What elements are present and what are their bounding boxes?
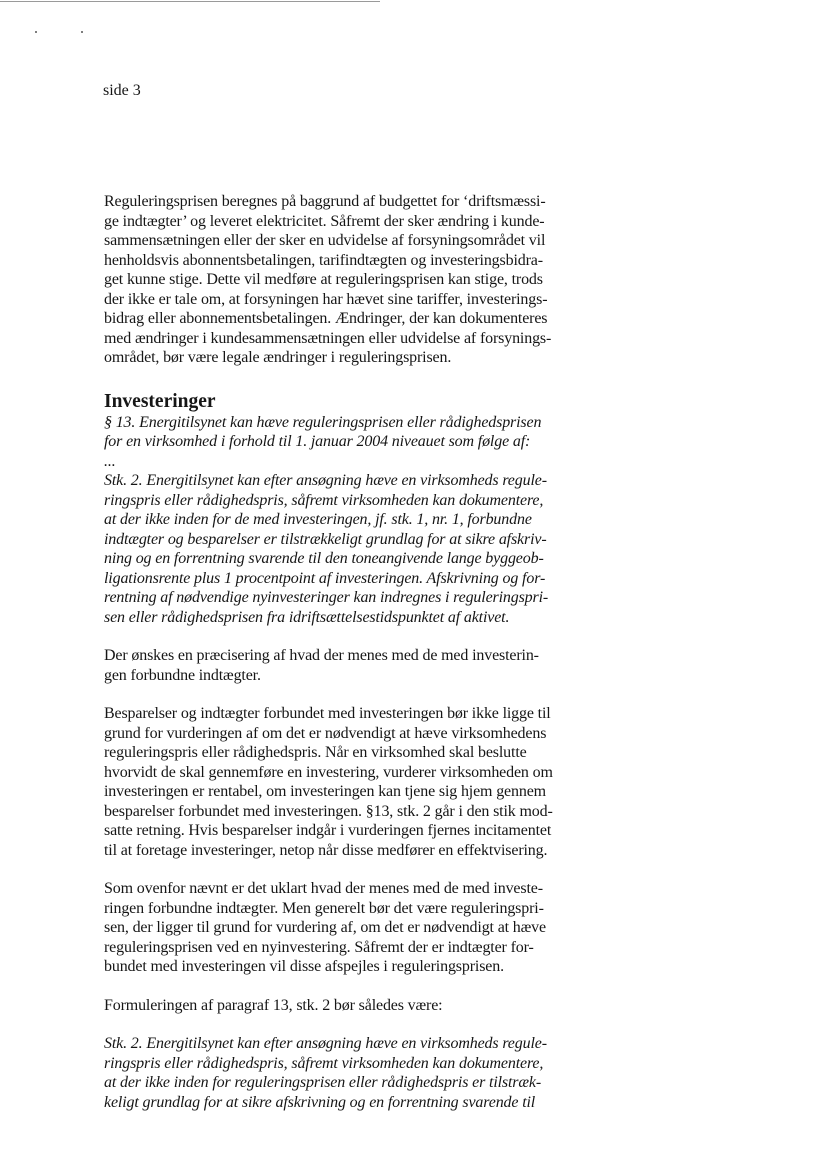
document-body	[104, 192, 582, 1112]
quote-ellipsis: ...	[104, 452, 116, 470]
paragraph-uklart: Som ovenfor nævnt er det uklart hvad der menes med de med investe- ringen forbundne indtægter. Men generelt bør det være reguleringspri- sen, der ligger til grund for vurdering af, om det er nødvendigt at hæve reguleringsprisen ved en nyinvestering. Såfremt der er indtægter for- bundet med investeringen vil disse afspejles i reguleringsprisen.	[104, 880, 546, 975]
scan-top-edge-line	[0, 1, 380, 2]
heading-investeringer: Investeringer	[104, 390, 216, 412]
quote-stk-2: Stk. 2. Energitilsynet kan efter ansøgning hæve en virksomheds regule- ringspris eller rådighedspris, såfremt virksomheden kan dokumentere, at der ikke inden for de med investeringen, jf. stk. 1, nr. 1, forbundne indtægter og besparelser er tilstrækkeligt grundlag for at sikre afskriv- ning og en forrentning svarende til den toneangivende lange byggeob- ligationsrente plus 1 procentpoint af investeringen. Afskrivning og for- rentning af nødvendige nyinvesteringer kan indregnes i reguleringspri- sen eller rådighedsprisen fra idriftsættelsestidspunktet af aktivet.	[104, 472, 549, 626]
page-number: side 3	[103, 82, 141, 99]
quote-stk-2-proposed: Stk. 2. Energitilsynet kan efter ansøgning hæve en virksomheds regule- ringspris eller rådighedspris, såfremt virksomheden kan dokumentere, at der ikke inden for reguleringsprisen eller rådighedspris er tilstræk- keligt grundlag for at sikre afskrivning og en forrentning svarende til	[104, 1035, 547, 1111]
scan-speck	[35, 31, 37, 33]
scan-speck	[81, 31, 83, 33]
paragraph-precisering: Der ønskes en præcisering af hvad der menes med de med investerin- gen forbundne indtægter.	[104, 647, 539, 684]
paragraph-reguleringspris: Reguleringsprisen beregnes på baggrund af budgettet for ‘driftsmæssi- ge indtægter’ og leveret elektricitet. Såfremt der sker ændring i kunde- sammensætningen eller der sker en udvidelse af forsyningsområdet vil henholdsvis abonnentsbetalingen, tarifindtægten og investeringsbidra- get kunne stige. Dette vil medføre at reguleringsprisen kan stige, trods der ikke er tale om, at forsyningen har hævet sine tariffer, investerings- bidrag eller abonnementsbetalingen. Ændringer, der kan dokumenteres med ændringer i kundesammensætningen eller udvidelse af forsynings- området, bør være legale ændringer i reguleringsprisen.	[104, 193, 552, 366]
paragraph-besparelser: Besparelser og indtægter forbundet med investeringen bør ikke ligge til grund for vurderingen af om det er nødvendigt at hæve virksomhedens reguleringspris eller rådighedspris. Når en virksomhed skal beslutte hvorvidt de skal gennemføre en investering, vurderer virksomheden om investeringen er rentabel, om investeringen kan tjene sig hjem gennem besparelser forbundet med investeringen. §13, stk. 2 går i den stik mod- satte retning. Hvis besparelser indgår i vurderingen fjernes incitamentet til at foretage investeringer, netop når disse medfører en effektvisering.	[104, 705, 553, 859]
quote-paragraph-13: § 13. Energitilsynet kan hæve reguleringsprisen eller rådighedsprisen for en virksomhed i forhold til 1. januar 2004 niveauet som følge af:	[104, 413, 542, 450]
paragraph-formulering: Formuleringen af paragraf 13, stk. 2 bør således være:	[104, 996, 443, 1014]
